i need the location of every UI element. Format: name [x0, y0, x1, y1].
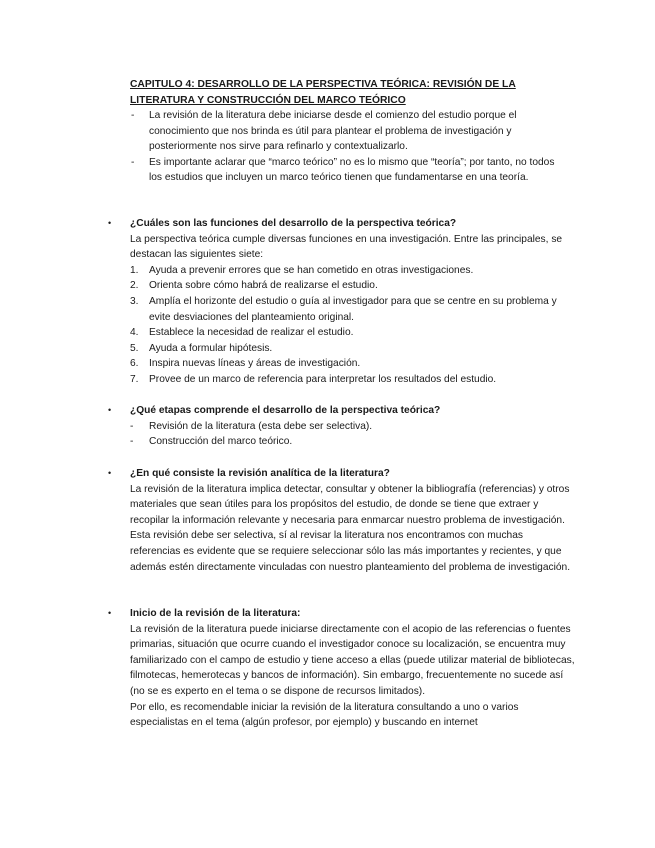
list-item: [130, 294, 575, 325]
list-item: [130, 155, 570, 186]
section-paragraph: La perspectiva teórica cumple diversas funciones en una investigación. Entre las principales, se destacan las siguientes siete:: [130, 233, 563, 261]
list-item: [130, 325, 575, 341]
list-item: [130, 341, 575, 357]
list-item-text: Inspira nuevas líneas y áreas de investigación.: [149, 358, 361, 370]
list-item-text: Amplía el horizonte del estudio o guía al investigador para que se centre en su problema y evite desviaciones del planteamiento original.: [149, 295, 557, 323]
chapter-title: [130, 77, 560, 109]
bullet-marker: •: [108, 608, 112, 618]
list-item: [130, 372, 575, 388]
list-item-text: Revisión de la literatura (esta debe ser selectiva).: [149, 420, 373, 432]
list-item-text: Ayuda a formular hipótesis.: [149, 342, 273, 354]
functions-list: [130, 263, 575, 388]
dash-marker: -: [131, 156, 135, 168]
section-heading: ¿Cuáles son las funciones del desarrollo de la perspectiva teórica?: [130, 218, 457, 229]
section-heading: ¿En qué consiste la revisión analítica de la literatura?: [130, 468, 390, 479]
section-heading: ¿Qué etapas comprende el desarrollo de la perspectiva teórica?: [130, 405, 441, 416]
chapter-title-line-2: LITERATURA Y CONSTRUCCIÓN DEL MARCO TEÓRICO: [130, 95, 406, 106]
bullet-marker: •: [108, 218, 112, 228]
chapter-title-line-1: CAPITULO 4: DESARROLLO DE LA PERSPECTIVA TEÓRICA: REVISIÓN DE LA: [130, 79, 516, 90]
list-item-text: Construcción del marco teórico.: [149, 436, 293, 448]
section-paragraph: La revisión de la literatura implica detectar, consultar y obtener la bibliografía (referencias) y otros materiales que sean útiles para los propósitos del estudio, de donde se tiene que extraer y recopilar la información relevante y necesaria para enmarcar nuestro problema de investigación. Esta revisión debe ser selectiva, sí al revisar la literatura nos encontramos con muchas referencias es evidente que se requiere seleccionar sólo las más importantes y recientes, y que además estén directamente vinculadas con nuestro planteamiento del problema de investigación.: [130, 483, 571, 573]
section-heading: Inicio de la revisión de la literatura:: [130, 608, 301, 619]
list-item: [130, 434, 575, 450]
dash-marker: -: [130, 436, 134, 448]
section-functions: [108, 216, 575, 388]
list-item-text: La revisión de la literatura debe iniciarse desde el comienzo del estudio porque el conocimiento que nos brinda es útil para plantear el problema de investigación y posteriormente nos sirve para refinarlo y contextualizarlo.: [149, 110, 517, 153]
list-item: [130, 263, 575, 279]
section-paragraph: Por ello, es recomendable iniciar la revisión de la literatura consultando a uno o varios especialistas en el tema (algún profesor, por ejemplo) y buscando en internet: [130, 701, 519, 729]
list-item: [130, 356, 575, 372]
list-item-text: Provee de un marco de referencia para interpretar los resultados del estudio.: [149, 373, 497, 385]
list-item-text: Establece la necesidad de realizar el estudio.: [149, 327, 354, 339]
list-number: 3.: [130, 295, 139, 307]
list-number: 7.: [130, 373, 139, 385]
section-analytic-review: [108, 466, 575, 575]
list-number: 5.: [130, 342, 139, 354]
list-number: 2.: [130, 280, 139, 292]
dash-marker: -: [131, 110, 135, 121]
list-number: 4.: [130, 327, 139, 339]
list-item-text: Es importante aclarar que “marco teórico” no es lo mismo que “teoría”; por tanto, no todos los estudios que incluyen un marco teórico tienen que fundamentarse en una teoría.: [149, 156, 555, 184]
dash-marker: -: [130, 420, 134, 432]
intro-list: [130, 108, 570, 186]
list-item-text: Ayuda a prevenir errores que se han cometido en otras investigaciones.: [149, 264, 474, 276]
section-stages: [108, 403, 575, 450]
stages-list: [130, 419, 575, 450]
section-review-start: [108, 606, 575, 731]
list-item: [130, 278, 575, 294]
section-paragraph: La revisión de la literatura puede iniciarse directamente con el acopio de las referencias o fuentes primarias, situación que ocurre cuando el investigador conoce su localización, se encuentra muy familiarizado con el campo de estudio y tiene acceso a ellas (puede utilizar material de bibliotecas, filmotecas, hemerotecas y bancos de información). Sin embargo, frecuentemente no sucede así (no se es experto en el tema o se dispone de recursos limitados).: [130, 623, 575, 697]
list-number: 6.: [130, 358, 139, 370]
bullet-marker: •: [108, 468, 112, 478]
list-item-text: Orienta sobre cómo habrá de realizarse el estudio.: [149, 280, 378, 292]
list-item: [130, 419, 575, 435]
list-item: [130, 108, 570, 155]
bullet-marker: •: [108, 405, 112, 415]
list-number: 1.: [130, 264, 139, 276]
